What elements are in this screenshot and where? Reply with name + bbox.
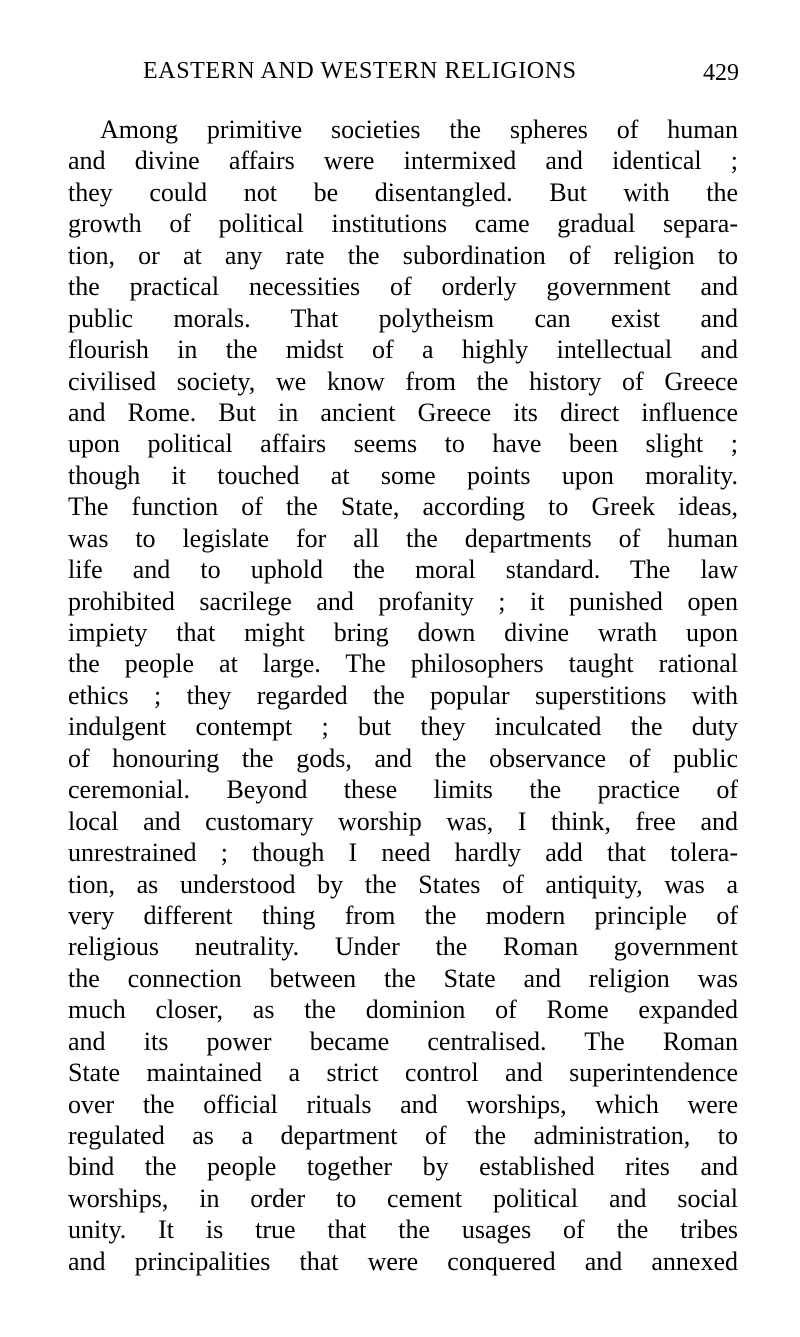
text-line: worships, in order to cement political and social [68,1183,738,1213]
page-number: 429 [703,60,739,86]
text-line: was to legislate for all the departments of human [68,523,738,553]
text-line: and Rome. But in ancient Greece its direct influence [68,397,738,427]
text-line: life and to uphold the moral standard. The law [68,555,738,585]
text-line: civilised society, we know from the history of Greece [68,366,738,396]
text-line: local and customary worship was, I think, free and [68,806,738,836]
text-line: tion, as understood by the States of antiquity, was a [68,869,738,899]
text-line: very different thing from the modern principle of [68,900,738,930]
text-line: Among primitive societies the spheres of human [100,115,738,144]
text-line: they could not be disentangled. But with the [68,177,738,207]
text-line: ceremonial. Beyond these limits the practice of [68,775,738,805]
text-line: public morals. That polytheism can exist and [68,303,738,333]
text-line: and divine affairs were intermixed and identical ; [68,146,738,176]
text-line: the connection between the State and religion was [68,963,738,993]
text-line: growth of political institutions came gradual separa- [68,209,738,239]
text-line: bind the people together by established rites and [68,1152,738,1182]
body-paragraph [68,114,738,1277]
text-line: much closer, as the dominion of Rome expanded [68,995,738,1025]
text-line: tion, or at any rate the subordination of religion to [68,240,738,270]
text-line: impiety that might bring down divine wrath upon [68,618,738,647]
text-line: and its power became centralised. The Roman [68,1026,738,1056]
running-head [143,58,739,94]
text-line: unrestrained ; though I need hardly add that tolera- [68,838,738,868]
text-line: over the official rituals and worships, which were [68,1089,738,1119]
text-line: The function of the State, according to Greek ideas, [68,492,738,522]
text-line: regulated as a department of the administration, to [68,1121,738,1150]
text-line: and principalities that were conquered and annexed [68,1246,738,1276]
text-line: prohibited sacrilege and profanity ; it punished open [68,586,738,616]
running-title: EASTERN AND WESTERN RELIGIONS [143,58,577,84]
text-line: upon political affairs seems to have been slight ; [68,429,738,459]
text-line: flourish in the midst of a highly intellectual and [68,335,738,365]
text-line: of honouring the gods, and the observance of public [68,743,738,773]
text-line: the practical necessities of orderly government and [68,272,738,302]
text-line: unity. It is true that the usages of the tribes [68,1215,738,1245]
text-line: State maintained a strict control and superintendence [68,1058,738,1088]
text-line: ethics ; they regarded the popular superstitions with [68,680,738,710]
text-line: though it touched at some points upon morality. [68,460,738,490]
text-line: the people at large. The philosophers taught rational [68,649,738,679]
text-line: religious neutrality. Under the Roman government [68,932,738,962]
text-line: indulgent contempt ; but they inculcated the duty [68,712,738,742]
